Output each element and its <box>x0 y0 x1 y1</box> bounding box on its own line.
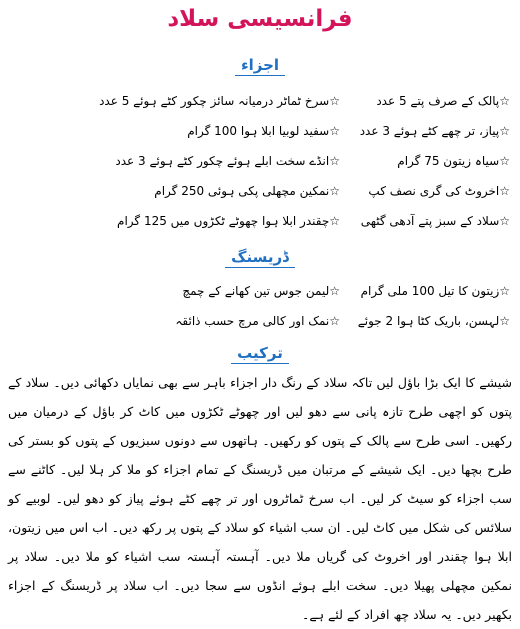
dressing-item: ☆لیمن جوس تین کھانے کے چمچ <box>182 284 340 298</box>
method-paragraph: شیشے کا ایک بڑا باؤل لیں تاکہ سلاد کے رنگ دار اجزاء باہر سے بھی نمایاں دکھائی دیں۔ سلاد کے پتوں کو اچھی طرح تازہ پانی سے دھو لیں اور چھوٹے ٹکڑوں میں کاٹ کر باؤل کے درمیان میں رکھیں۔ اسی طرح سے پالک کے پتوں کو رکھیں۔ ہاتھوں سے دونوں سبزیوں کے پتوں کو بستر کی طرح بچھا دیں۔ ایک شیشے کے مرتبان میں ڈریسنگ کے تمام اجزاء کو ملا کر ہلا لیں۔ کاٹنے سے سب اجزاء کو سیٹ کر لیں۔ اب سرخ ٹماٹروں اور تر چھے کٹے ہوئے پیاز کو دھو لیں۔ لوبیے کو سلائس کی شکل میں کاٹ لیں۔ ان سب اشیاء کو سلاد کے پتوں پر رکھ دیں۔ اب اس میں زیتون، ابلا ہوا چقندر اور اخروٹ کی گریاں ملا دیں۔ آہستہ آہستہ سب اشیاء کو ملا دیں۔ سلاد پر نمکین مچھلی پھیلا دیں۔ سخت ابلے ہوئے انڈوں سے سجا دیں۔ اب سلاد پر ڈریسنگ کے اجزاء بکھیر دیں۔ یہ سلاد چھ افراد کے لئے ہے۔ <box>8 375 512 622</box>
ingredient-item: ☆انڈے سخت ابلے ہوئے چکور کٹے ہوئے 3 عدد <box>115 154 340 168</box>
dressing-item: ☆نمک اور کالی مرچ حسب ذائقہ <box>175 314 340 328</box>
ingredients-heading-label: اجزاء <box>235 56 285 76</box>
method-heading-label: ترکیب <box>231 344 289 364</box>
ingredient-item: ☆پیاز، تر چھے کٹے ہوئے 3 عدد <box>359 124 510 138</box>
dressing-item: ☆لہسن، باریک کٹا ہوا 2 جوئے <box>357 314 510 328</box>
dressing-heading-label: ڈریسنگ <box>225 248 295 268</box>
dressing-item: ☆زیتون کا تیل 100 ملی گرام <box>360 284 510 298</box>
ingredient-item: ☆چقندر ابلا ہوا چھوٹے ٹکڑوں میں 125 گرام <box>117 214 340 228</box>
ingredient-item: ☆سرخ ٹماٹر درمیانہ سائز چکور کٹے ہوئے 5 عدد <box>99 94 340 108</box>
ingredient-item: ☆پالک کے صرف پتے 5 عدد <box>376 94 510 108</box>
ingredient-item: ☆نمکین مچھلی پکی ہوئی 250 گرام <box>154 184 340 198</box>
ingredient-item: ☆سلاد کے سبز پتے آدھی گٹھی <box>360 214 510 228</box>
ingredient-item: ☆اخروٹ کی گری نصف کپ <box>368 184 510 198</box>
page-title: فرانسیسی سلاد <box>167 6 353 32</box>
ingredient-item: ☆سفید لوبیا ابلا ہوا 100 گرام <box>187 124 340 138</box>
ingredient-item: ☆سیاہ زیتون 75 گرام <box>397 154 510 168</box>
method-heading <box>0 344 520 362</box>
ingredients-heading <box>0 56 520 74</box>
dressing-heading <box>0 248 520 266</box>
